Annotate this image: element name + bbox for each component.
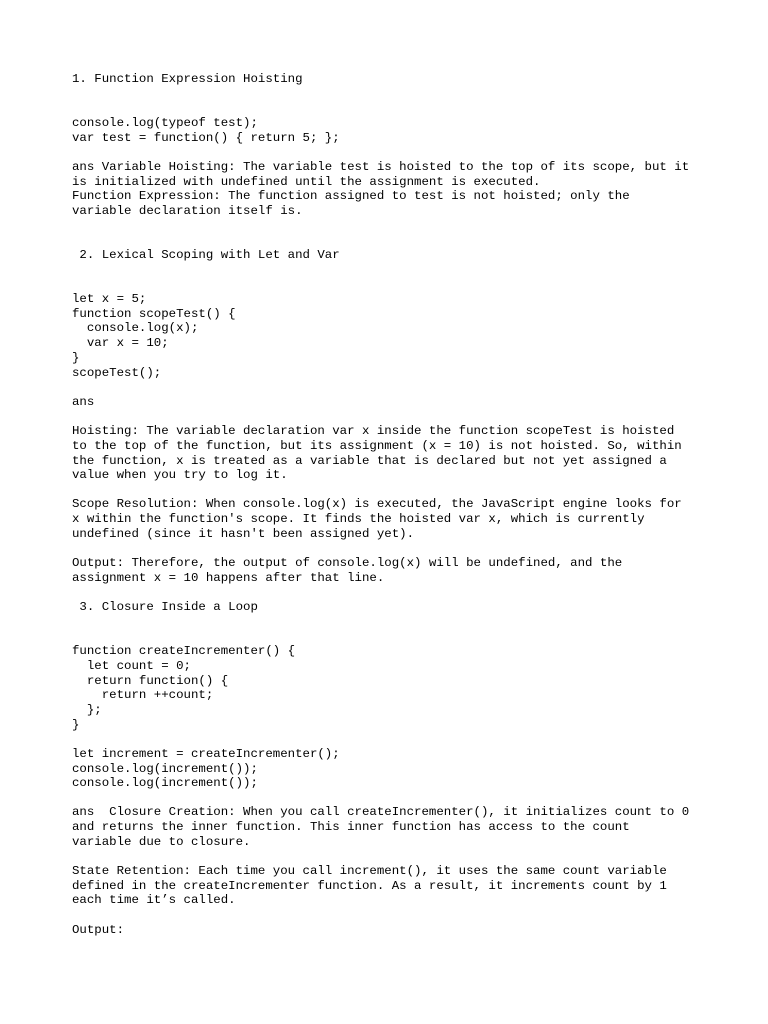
code-line: console.log(x);	[72, 321, 199, 335]
code-line: var test = function() { return 5; };	[72, 131, 340, 145]
text-line: ans Closure Creation: When you call createIncrementer(), it initializes count to 0	[72, 805, 690, 819]
text-line: variable declaration itself is.	[72, 204, 303, 218]
text-line: x within the function's scope. It finds the hoisted var x, which is currently	[72, 512, 645, 526]
heading-function-expression-hoisting: 1. Function Expression Hoisting	[72, 72, 303, 86]
text-line: and returns the inner function. This inner function has access to the count	[72, 820, 630, 834]
code-line: }	[72, 351, 80, 365]
code-line: scopeTest();	[72, 366, 162, 380]
text-line: Output: Therefore, the output of console.log(x) will be undefined, and the	[72, 556, 623, 570]
code-line: let x = 5;	[72, 292, 147, 306]
heading-lexical-scoping: 2. Lexical Scoping with Let and Var	[72, 248, 340, 262]
text-line: ans Variable Hoisting: The variable test is hoisted to the top of its scope, but it	[72, 160, 690, 174]
text-line: undefined (since it hasn't been assigned yet).	[72, 527, 415, 541]
code-line: function createIncrementer() {	[72, 644, 296, 658]
text-line: each time it’s called.	[72, 893, 236, 907]
heading-closure-inside-loop: 3. Closure Inside a Loop	[72, 600, 258, 614]
text-line: assignment x = 10 happens after that line.	[72, 571, 385, 585]
text-line: to the top of the function, but its assignment (x = 10) is not hoisted. So, within	[72, 439, 682, 453]
code-line: console.log(increment());	[72, 776, 258, 790]
text-line: defined in the createIncrementer function. As a result, it increments count by 1	[72, 879, 667, 893]
text-line: Scope Resolution: When console.log(x) is executed, the JavaScript engine looks for	[72, 497, 682, 511]
code-line: }	[72, 718, 80, 732]
text-line: value when you try to log it.	[72, 468, 288, 482]
text-line: is initialized with undefined until the assignment is executed.	[72, 175, 541, 189]
code-line: var x = 10;	[72, 336, 169, 350]
output-label: Output:	[72, 923, 125, 937]
code-line: console.log(increment());	[72, 762, 258, 776]
code-line: console.log(typeof test);	[72, 116, 258, 130]
text-line: State Retention: Each time you call increment(), it uses the same count variable	[72, 864, 667, 878]
code-line: };	[72, 703, 102, 717]
text-line: Hoisting: The variable declaration var x inside the function scopeTest is hoisted	[72, 424, 675, 438]
answer-label: ans	[72, 395, 95, 409]
code-line: return function() {	[72, 674, 229, 688]
code-line: let increment = createIncrementer();	[72, 747, 340, 761]
text-line: Function Expression: The function assigned to test is not hoisted; only the	[72, 189, 630, 203]
text-line: variable due to closure.	[72, 835, 251, 849]
text-line: the function, x is treated as a variable that is declared but not yet assigned a	[72, 454, 667, 468]
code-line: return ++count;	[72, 688, 214, 702]
code-line: let count = 0;	[72, 659, 191, 673]
code-line: function scopeTest() {	[72, 307, 236, 321]
